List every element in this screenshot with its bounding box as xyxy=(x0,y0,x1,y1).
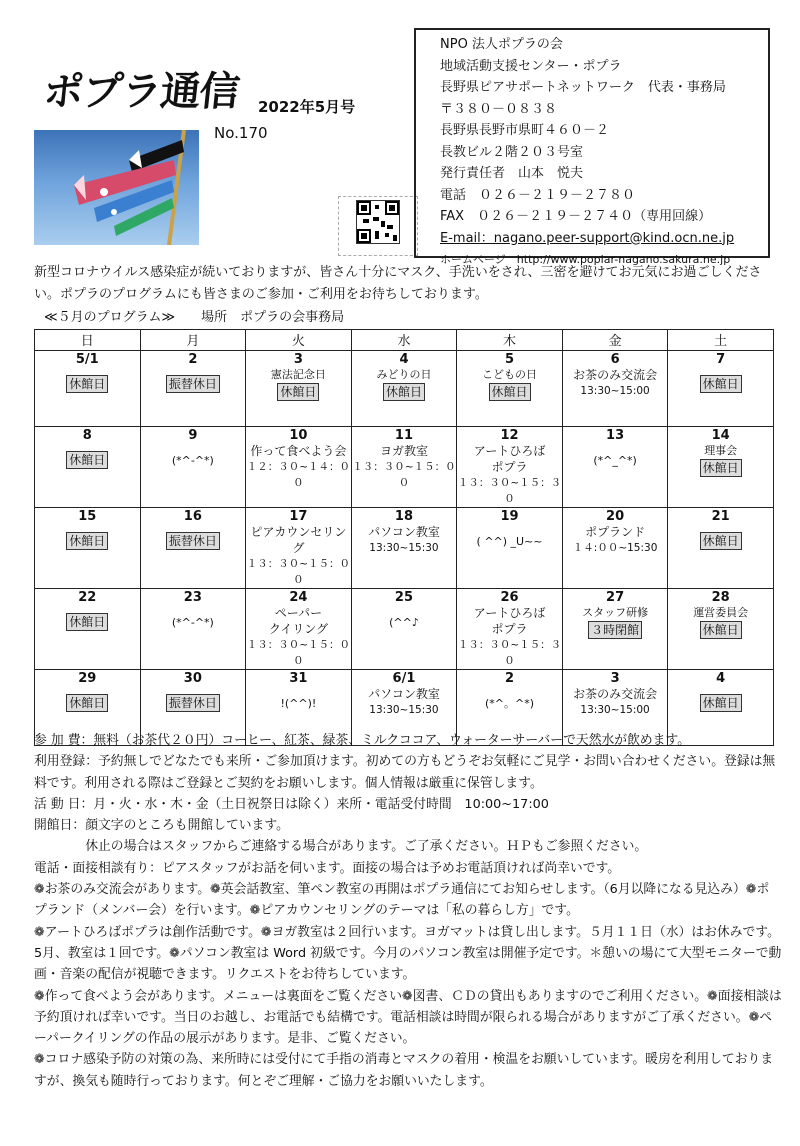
closed-badge: 休館日 xyxy=(66,613,108,631)
calendar-event-time: １３：３０~１５：００ xyxy=(246,558,351,586)
calendar-day-cell xyxy=(562,351,668,427)
calendar-event-time: １４:００~15:30 xyxy=(572,542,658,554)
address-building: 長教ビル２階２０３号室 xyxy=(440,144,584,160)
calendar-event: 憲法記念日 xyxy=(270,368,326,381)
calendar-day-cell xyxy=(246,508,352,589)
calendar-day-number: 26 xyxy=(500,590,519,605)
calendar-day-cell xyxy=(668,427,774,508)
closed-badge: 休館日 xyxy=(66,451,108,469)
calendar-event: (^^♪ xyxy=(389,616,419,629)
closed-badge: 休館日 xyxy=(700,375,742,393)
calendar-event-time: １３：３０~１５：３０ xyxy=(457,477,562,505)
calendar-day-cell xyxy=(140,589,246,670)
calendar-day-number: 17 xyxy=(289,509,308,524)
calendar-day-number: 19 xyxy=(500,509,519,524)
issue-number: No.170 xyxy=(214,124,268,142)
calendar-day-number: 23 xyxy=(183,590,202,605)
calendar-day-number: 29 xyxy=(78,671,97,686)
calendar-day-cell xyxy=(246,427,352,508)
calendar-day-cell xyxy=(562,427,668,508)
calendar-day-number: 25 xyxy=(394,590,414,605)
calendar-day-cell xyxy=(562,508,668,589)
calendar-event: (*^-^*) xyxy=(171,454,214,467)
calendar-event-time: 13:30~15:00 xyxy=(580,704,650,716)
closed-badge: ３時閉館 xyxy=(588,621,642,639)
koinobori-illustration xyxy=(34,130,199,245)
closed-badge: 休館日 xyxy=(700,459,742,477)
calendar-day-cell xyxy=(351,589,457,670)
calendar-day-cell xyxy=(246,589,352,670)
calendar-event: パソコン教室 xyxy=(368,687,440,701)
address: 長野県長野市県町４６０－２ xyxy=(440,123,610,138)
calendar-day-cell xyxy=(35,427,141,508)
calendar-event-time: １３：３０~１５：００ xyxy=(246,639,351,667)
calendar-event: (*^。^*) xyxy=(485,697,535,710)
weekday-thu: 木 xyxy=(457,330,563,351)
calendar-day-cell xyxy=(140,351,246,427)
calendar-event: アートひろば ポプラ xyxy=(473,444,546,474)
calendar-event-time: １３：３０~１５：３０ xyxy=(457,639,562,667)
calendar-event: お茶のみ交流会 xyxy=(573,368,658,382)
calendar-day-number: 15 xyxy=(78,509,97,524)
calendar-day-cell xyxy=(246,351,352,427)
calendar-day-cell xyxy=(35,508,141,589)
calendar-event: スタッフ研修 xyxy=(582,606,649,619)
newsletter-title: ポプラ通信 xyxy=(41,69,242,115)
calendar-event: (*^-^*) xyxy=(171,616,214,629)
calendar-event-time: １２：３０~１４：００ xyxy=(246,461,351,489)
calendar-day-cell xyxy=(140,508,246,589)
calendar-event: お茶のみ交流会 xyxy=(573,687,658,701)
intro-text: 新型コロナウイルス感染症が続いておりますが、皆さん十分にマスク、手洗いをされ、三密を避けてお元気にお過ごしください。ポプラのプログラムにも皆さまのご参加・ご利用をお待ちしております。 xyxy=(34,265,762,302)
note-consultation: 電話・面接相談有り：ピアスタッフがお話を伺います。面接の場合は予めお電話頂ければ尚幸いです。 xyxy=(34,860,621,876)
calendar-event-time: 13:30~15:00 xyxy=(580,385,650,397)
calendar-day-number: 2 xyxy=(188,352,198,367)
calendar-event: みどりの日 xyxy=(376,368,432,381)
calendar-event: アートひろば ポプラ xyxy=(473,606,546,636)
note-closure: 休止の場合はスタッフからご連絡する場合があります。ご了承ください。ＨＰもご参照ください。 xyxy=(34,839,648,855)
notes-section xyxy=(34,730,782,1092)
closed-badge: 休館日 xyxy=(700,694,742,712)
qr-code[interactable] xyxy=(356,200,400,244)
calendar-event: 作って食べよう会 xyxy=(250,444,347,458)
note-covid: ❁コロナ感染予防の対策の為、来所時には受付にて手指の消毒とマスクの着用・検温をお願いしています。暖房を利用しておりますが、換気も随時行っております。何とぞご理解・ご協力をお願いいたします。 xyxy=(34,1052,774,1089)
calendar-day-number: 18 xyxy=(394,509,414,524)
calendar-event: 理事会 xyxy=(704,444,738,457)
calendar-day-number: 14 xyxy=(711,428,730,443)
note-registration: 利用登録：予約無しでどなたでも来所・ご参加頂けます。初めての方もどうぞお気軽にご見学・お問い合わせください。登録は無料です。利用される際はご登録とご契約をお願いします。個人情報は厳重に保管します。 xyxy=(34,754,776,791)
note-programs-1: ❁お茶のみ交流会があります。❁英会話教室、筆ペン教室の再開はポプラ通信にてお知らせします。（6月以降になる見込み）❁ポプランド（メンバー会）を行います。❁ピアカウンセリングのテーマは「私の暮らし方」です。 xyxy=(34,882,770,919)
program-label: ≪５月のプログラム≫ 場所 ポプラの会事務局 xyxy=(44,310,345,325)
postal-code: 〒３８０－０８３８ xyxy=(440,101,558,117)
closed-badge: 休館日 xyxy=(66,694,108,712)
calendar-day-cell xyxy=(457,427,563,508)
calendar-day-number: 11 xyxy=(394,428,414,443)
closed-badge: 休館日 xyxy=(66,532,108,550)
organization-info-box xyxy=(414,28,770,266)
note-activity-days: 活 動 日：月・火・水・木・金（土日祝祭日は除く）来所・電話受付時間 10:00~17:00 xyxy=(34,796,549,812)
calendar-day-number: 21 xyxy=(711,509,730,524)
calendar-event-time: 13:30~15:30 xyxy=(369,704,439,716)
calendar-event: ( ^^) _U~~ xyxy=(476,535,543,548)
org-network: 長野県ピアサポートネットワーク 代表・事務局 xyxy=(440,80,726,95)
calendar-day-number: 5/1 xyxy=(75,352,99,367)
closed-badge: 休館日 xyxy=(277,383,319,401)
org-center: 地域活動支援センター・ポプラ xyxy=(440,58,622,74)
calendar-day-number: 24 xyxy=(289,590,308,605)
calendar-day-cell xyxy=(457,508,563,589)
calendar-event-time: 13:30~15:30 xyxy=(369,542,439,554)
calendar-day-cell xyxy=(351,427,457,508)
note-programs-3: ❁作って食べよう会があります。メニューは裏面をご覧ください❁図書、ＣＤの貸出もありますのでご利用ください。❁面接相談は予約頂ければ幸いです。当日のお越し、お電話でも結構です。電話相談は時間が限られる場合がありますがご了承ください。❁ペーパークイリングの作品の展示があります。是非、ご覧ください。 xyxy=(34,988,782,1047)
calendar-day-number: 3 xyxy=(610,671,620,686)
closed-badge: 休館日 xyxy=(489,383,531,401)
note-fee: 参 加 費：無料（お茶代２０円）コーヒー、紅茶、緑茶、ミルクココア、ウォーターサーバーで天然水が飲めます。 xyxy=(34,733,691,748)
calendar-day-cell xyxy=(140,427,246,508)
closed-badge: 振替休日 xyxy=(166,375,220,393)
calendar-day-cell xyxy=(668,351,774,427)
calendar-event: こどもの日 xyxy=(482,368,538,381)
calendar-day-number: 31 xyxy=(289,671,308,686)
note-open-days: 開館日：顔文字のところも開館しています。 xyxy=(34,818,289,834)
calendar-day-number: 6/1 xyxy=(392,671,416,686)
calendar-day-number: 28 xyxy=(711,590,730,605)
program-calendar xyxy=(34,329,774,746)
calendar-event: !(^^)! xyxy=(280,697,317,710)
calendar-day-number: 7 xyxy=(716,352,726,367)
closed-badge: 休館日 xyxy=(700,532,742,550)
calendar-event-time: １３：３０~１５：００ xyxy=(352,461,456,489)
publisher: 発行責任者 山本 悦夫 xyxy=(440,166,584,181)
calendar-day-number: 5 xyxy=(505,352,515,367)
calendar-day-cell xyxy=(457,589,563,670)
closed-badge: 休館日 xyxy=(383,383,425,401)
weekday-tue: 火 xyxy=(246,330,352,351)
weekday-sat: 土 xyxy=(668,330,774,351)
weekday-mon: 月 xyxy=(140,330,246,351)
calendar-day-number: 6 xyxy=(610,352,620,367)
homepage-link[interactable]: ホームページ http://www.poplar-nagano.sakura.ne.jp xyxy=(440,253,731,266)
calendar-day-number: 27 xyxy=(606,590,625,605)
calendar-week-row xyxy=(35,589,774,670)
calendar-day-cell xyxy=(35,589,141,670)
calendar-day-cell xyxy=(351,351,457,427)
calendar-day-number: 4 xyxy=(716,671,726,686)
calendar-day-cell xyxy=(668,508,774,589)
weekday-sun: 日 xyxy=(35,330,141,351)
phone: 電話 ０２６－２１９－２７８０ xyxy=(440,187,636,203)
calendar-day-cell xyxy=(35,351,141,427)
calendar-day-cell xyxy=(351,508,457,589)
calendar-event: (*^_^*) xyxy=(593,454,637,467)
calendar-event: ピアカウンセリング xyxy=(250,525,347,555)
org-name: NPO 法人ポプラの会 xyxy=(440,37,563,52)
calendar-day-number: 2 xyxy=(505,671,515,686)
closed-badge: 休館日 xyxy=(700,621,742,639)
calendar-day-number: 12 xyxy=(500,428,519,443)
calendar-day-number: 20 xyxy=(606,509,625,524)
calendar-event: パソコン教室 xyxy=(368,525,440,539)
calendar-day-number: 22 xyxy=(78,590,97,605)
weekday-fri: 金 xyxy=(562,330,668,351)
calendar-day-number: 8 xyxy=(82,428,92,443)
fax: FAX ０２６－２１９－２７４０（専用回線） xyxy=(440,209,712,224)
weekday-wed: 水 xyxy=(351,330,457,351)
calendar-event: ペーパー クイリング xyxy=(268,606,328,636)
closed-badge: 休館日 xyxy=(66,375,108,393)
closed-badge: 振替休日 xyxy=(166,532,220,550)
calendar-event: ポプランド xyxy=(585,525,646,539)
calendar-event: ヨガ教室 xyxy=(379,444,428,458)
closed-badge: 振替休日 xyxy=(166,694,220,712)
calendar-day-cell xyxy=(457,351,563,427)
calendar-day-number: 9 xyxy=(188,428,198,443)
calendar-day-number: 3 xyxy=(293,352,303,367)
email-link[interactable]: E-mail：nagano.peer-support@kind.ocn.ne.jp xyxy=(440,230,735,246)
issue-date: 2022年5月号 xyxy=(258,98,356,116)
calendar-day-number: 4 xyxy=(399,352,409,367)
calendar-day-number: 16 xyxy=(183,509,202,524)
calendar-event: 運営委員会 xyxy=(693,606,749,619)
calendar-day-cell xyxy=(668,589,774,670)
weekday-header-row xyxy=(35,330,774,351)
calendar-week-row xyxy=(35,427,774,508)
calendar-day-number: 10 xyxy=(289,428,308,443)
calendar-day-number: 13 xyxy=(606,428,625,443)
calendar-day-cell xyxy=(562,589,668,670)
note-programs-2: ❁アートひろばポプラは創作活動です。❁ヨガ教室は２回行います。ヨガマットは貸し出します。５月１１日（水）はお休みです。5月、教室は１回です。❁パソコン教室は Word 初級です。今月のパソコン教室は開催予定です。＊憩いの場にて大型モニターで動画・音楽の配信が視聴できます。リクエストをお待ちしています。 xyxy=(34,924,782,983)
calendar-week-row xyxy=(35,351,774,427)
calendar-day-number: 30 xyxy=(183,671,202,686)
qr-code-icon xyxy=(357,201,399,243)
koinobori-photo xyxy=(34,130,199,245)
calendar-week-row xyxy=(35,508,774,589)
